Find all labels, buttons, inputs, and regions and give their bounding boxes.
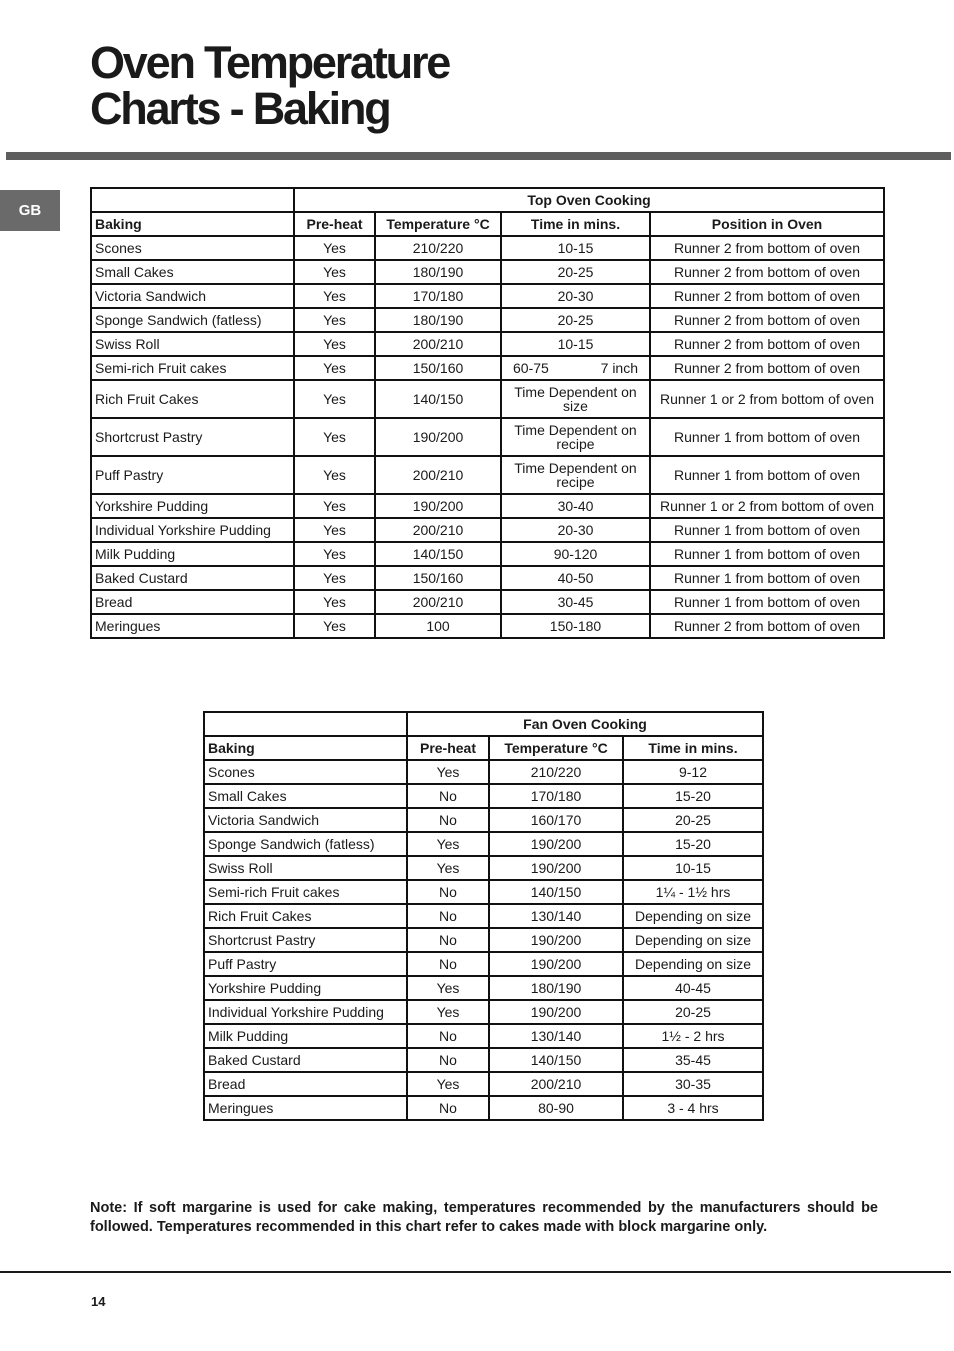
top-oven-cell-temperature: 200/210	[375, 332, 501, 356]
time-range: 60-75	[513, 360, 549, 376]
top-oven-cell-position: Runner 1 from bottom of oven	[650, 456, 884, 494]
top-oven-cell-temperature: 170/180	[375, 284, 501, 308]
fan-oven-cell-preheat: Yes	[407, 760, 489, 784]
table-row	[91, 494, 884, 518]
top-oven-cell-time: Time Dependent on recipe	[501, 418, 650, 456]
top-oven-cell-time: 10-15	[501, 236, 650, 260]
table-row	[204, 880, 763, 904]
top-oven-cell-dish: Baked Custard	[91, 566, 294, 590]
fan-oven-cell-dish: Sponge Sandwich (fatless)	[204, 832, 407, 856]
fan-oven-cell-dish: Baked Custard	[204, 1048, 407, 1072]
top-oven-cell-temperature: 100	[375, 614, 501, 638]
cake-size: 7 inch	[600, 360, 638, 376]
fan-oven-cell-temperature: 190/200	[489, 1000, 623, 1024]
table-row	[91, 590, 884, 614]
fan-oven-cell-time: 20-25	[623, 808, 763, 832]
table-row	[204, 952, 763, 976]
fan-oven-cell-dish: Victoria Sandwich	[204, 808, 407, 832]
fan-oven-cell-dish: Shortcrust Pastry	[204, 928, 407, 952]
top-oven-table	[90, 187, 885, 639]
fan-oven-cell-preheat: Yes	[407, 832, 489, 856]
fan-oven-cell-dish: Individual Yorkshire Pudding	[204, 1000, 407, 1024]
top-oven-cell-preheat: Yes	[294, 380, 375, 418]
top-oven-cell-dish: Yorkshire Pudding	[91, 494, 294, 518]
top-oven-cell-preheat: Yes	[294, 566, 375, 590]
table-row	[204, 856, 763, 880]
fan-oven-cell-temperature: 130/140	[489, 904, 623, 928]
fan-oven-cell-temperature: 180/190	[489, 976, 623, 1000]
fan-oven-column-header-row	[204, 736, 763, 760]
fan-oven-cell-time: 15-20	[623, 784, 763, 808]
fan-oven-cell-preheat: Yes	[407, 1000, 489, 1024]
fan-oven-table	[203, 711, 764, 1121]
fan-oven-cell-preheat: No	[407, 1024, 489, 1048]
fan-oven-group-header: Fan Oven Cooking	[407, 712, 763, 736]
table-row	[91, 542, 884, 566]
fan-oven-cell-time: 30-35	[623, 1072, 763, 1096]
column-header-temperature: Temperature °C	[489, 736, 623, 760]
column-header-time: Time in mins.	[623, 736, 763, 760]
fan-oven-cell-temperature: 190/200	[489, 832, 623, 856]
column-header-position: Position in Oven	[650, 212, 884, 236]
top-oven-cell-temperature: 150/160	[375, 356, 501, 380]
top-oven-cell-dish: Sponge Sandwich (fatless)	[91, 308, 294, 332]
column-header-temperature: Temperature °C	[375, 212, 501, 236]
fan-oven-cell-time: 3 - 4 hrs	[623, 1096, 763, 1120]
page-title-line-2: Charts - Baking	[90, 83, 390, 134]
fan-oven-cell-preheat: No	[407, 880, 489, 904]
top-oven-cell-preheat: Yes	[294, 356, 375, 380]
column-header-preheat: Pre-heat	[294, 212, 375, 236]
top-oven-cell-time: 30-40	[501, 494, 650, 518]
fan-oven-cell-temperature: 200/210	[489, 1072, 623, 1096]
top-oven-cell-position: Runner 2 from bottom of oven	[650, 236, 884, 260]
top-oven-cell-time: 40-50	[501, 566, 650, 590]
fan-oven-cell-temperature: 160/170	[489, 808, 623, 832]
top-oven-group-header-row	[91, 188, 884, 212]
top-oven-cell-position: Runner 2 from bottom of oven	[650, 332, 884, 356]
top-oven-cell-dish: Small Cakes	[91, 260, 294, 284]
top-oven-cell-temperature: 150/160	[375, 566, 501, 590]
fan-oven-cell-preheat: No	[407, 928, 489, 952]
fan-oven-cell-time: 9-12	[623, 760, 763, 784]
table-row	[91, 236, 884, 260]
page-title-line-1: Oven Temperature	[90, 37, 450, 88]
table-row	[91, 456, 884, 494]
column-header-time: Time in mins.	[501, 212, 650, 236]
fan-oven-cell-temperature: 190/200	[489, 856, 623, 880]
table-row	[91, 380, 884, 418]
top-oven-cell-position: Runner 1 from bottom of oven	[650, 566, 884, 590]
column-header-baking: Baking	[91, 212, 294, 236]
page-title	[90, 37, 450, 134]
table-row	[204, 832, 763, 856]
fan-oven-cell-temperature: 140/150	[489, 880, 623, 904]
top-oven-cell-temperature: 190/200	[375, 494, 501, 518]
page-number: 14	[91, 1294, 106, 1309]
fan-oven-cell-temperature: 190/200	[489, 952, 623, 976]
fan-oven-cell-temperature: 140/150	[489, 1048, 623, 1072]
top-oven-cell-dish: Meringues	[91, 614, 294, 638]
top-oven-cell-dish: Milk Pudding	[91, 542, 294, 566]
top-oven-cell-temperature: 140/150	[375, 542, 501, 566]
table-row	[204, 784, 763, 808]
top-oven-cell-preheat: Yes	[294, 332, 375, 356]
fan-oven-cell-time: 10-15	[623, 856, 763, 880]
top-oven-cell-preheat: Yes	[294, 614, 375, 638]
fan-oven-cell-preheat: Yes	[407, 976, 489, 1000]
top-oven-cell-time: 30-45	[501, 590, 650, 614]
top-oven-cell-position: Runner 1 from bottom of oven	[650, 518, 884, 542]
top-oven-cell-preheat: Yes	[294, 418, 375, 456]
fan-oven-cell-dish: Milk Pudding	[204, 1024, 407, 1048]
top-oven-cell-preheat: Yes	[294, 590, 375, 614]
top-oven-cell-position: Runner 1 from bottom of oven	[650, 542, 884, 566]
fan-oven-cell-dish: Swiss Roll	[204, 856, 407, 880]
table-row	[91, 332, 884, 356]
table-row	[204, 976, 763, 1000]
top-oven-cell-preheat: Yes	[294, 284, 375, 308]
top-oven-cell-temperature: 190/200	[375, 418, 501, 456]
language-tab	[0, 190, 60, 231]
top-oven-cell-dish: Shortcrust Pastry	[91, 418, 294, 456]
top-oven-cell-time: 10-15	[501, 332, 650, 356]
top-oven-cell-dish: Victoria Sandwich	[91, 284, 294, 308]
fan-oven-group-header-row	[204, 712, 763, 736]
table-row	[204, 1000, 763, 1024]
top-oven-cell-position: Runner 2 from bottom of oven	[650, 308, 884, 332]
fan-oven-cell-temperature: 170/180	[489, 784, 623, 808]
fan-oven-cell-temperature: 130/140	[489, 1024, 623, 1048]
table-row	[91, 566, 884, 590]
top-oven-cell-temperature: 180/190	[375, 260, 501, 284]
top-oven-group-header: Top Oven Cooking	[294, 188, 884, 212]
table-row	[91, 284, 884, 308]
table-row	[204, 760, 763, 784]
table-row	[91, 308, 884, 332]
top-oven-cell-temperature: 200/210	[375, 456, 501, 494]
fan-oven-cell-preheat: No	[407, 808, 489, 832]
top-oven-cell-time: Time Dependent on size	[501, 380, 650, 418]
fan-oven-cell-preheat: Yes	[407, 856, 489, 880]
table-row	[204, 1048, 763, 1072]
top-oven-cell-preheat: Yes	[294, 456, 375, 494]
fan-oven-cell-preheat: No	[407, 1096, 489, 1120]
language-tab-label: GB	[18, 202, 42, 219]
top-oven-cell-temperature: 200/210	[375, 590, 501, 614]
table-row	[204, 1024, 763, 1048]
fan-oven-cell-time: 35-45	[623, 1048, 763, 1072]
top-oven-cell-dish: Individual Yorkshire Pudding	[91, 518, 294, 542]
table-row	[91, 260, 884, 284]
fan-oven-cell-dish: Puff Pastry	[204, 952, 407, 976]
top-oven-cell-dish: Puff Pastry	[91, 456, 294, 494]
fan-oven-cell-temperature: 80-90	[489, 1096, 623, 1120]
fan-oven-cell-preheat: No	[407, 1048, 489, 1072]
fan-oven-cell-dish: Yorkshire Pudding	[204, 976, 407, 1000]
fan-oven-cell-time: Depending on size	[623, 952, 763, 976]
top-oven-cell-position: Runner 1 from bottom of oven	[650, 590, 884, 614]
fan-oven-cell-dish: Meringues	[204, 1096, 407, 1120]
top-oven-cell-preheat: Yes	[294, 260, 375, 284]
column-header-preheat: Pre-heat	[407, 736, 489, 760]
fan-oven-cell-preheat: No	[407, 952, 489, 976]
fan-oven-cell-time: 40-45	[623, 976, 763, 1000]
fan-oven-cell-time: 1½ - 2 hrs	[623, 1024, 763, 1048]
top-oven-cell-dish: Swiss Roll	[91, 332, 294, 356]
top-oven-cell-preheat: Yes	[294, 518, 375, 542]
blank-header-cell	[91, 188, 294, 212]
table-row	[204, 1072, 763, 1096]
fan-oven-cell-dish: Scones	[204, 760, 407, 784]
top-oven-cell-temperature: 180/190	[375, 308, 501, 332]
margarine-note: Note: If soft margarine is used for cake making, temperatures recommended by the manufacturers should be followed. Temperatures recommended in this chart refer to cakes made with block margarine only.	[90, 1200, 878, 1235]
fan-oven-cell-temperature: 210/220	[489, 760, 623, 784]
table-row	[91, 418, 884, 456]
top-oven-cell-preheat: Yes	[294, 542, 375, 566]
top-oven-cell-dish: Bread	[91, 590, 294, 614]
table-row	[91, 614, 884, 638]
table-row	[91, 356, 884, 380]
top-oven-cell-time: 90-120	[501, 542, 650, 566]
column-header-baking: Baking	[204, 736, 407, 760]
top-oven-cell-time: 20-25	[501, 308, 650, 332]
top-oven-cell-preheat: Yes	[294, 236, 375, 260]
fan-oven-cell-preheat: No	[407, 784, 489, 808]
top-oven-cell-position: Runner 2 from bottom of oven	[650, 260, 884, 284]
top-oven-cell-time: Time Dependent on recipe	[501, 456, 650, 494]
top-oven-cell-time: 20-30	[501, 518, 650, 542]
top-oven-cell-preheat: Yes	[294, 308, 375, 332]
top-oven-cell-dish: Rich Fruit Cakes	[91, 380, 294, 418]
top-oven-cell-temperature: 140/150	[375, 380, 501, 418]
top-oven-cell-preheat: Yes	[294, 494, 375, 518]
top-oven-cell-time	[501, 356, 650, 380]
top-oven-cell-position: Runner 2 from bottom of oven	[650, 284, 884, 308]
fan-oven-cell-preheat: No	[407, 904, 489, 928]
table-row	[91, 518, 884, 542]
fan-oven-cell-dish: Small Cakes	[204, 784, 407, 808]
fan-oven-cell-time: 20-25	[623, 1000, 763, 1024]
top-oven-cell-position: Runner 1 or 2 from bottom of oven	[650, 494, 884, 518]
table-row	[204, 928, 763, 952]
top-oven-cell-position: Runner 1 from bottom of oven	[650, 418, 884, 456]
fan-oven-cell-preheat: Yes	[407, 1072, 489, 1096]
fan-oven-cell-dish: Bread	[204, 1072, 407, 1096]
blank-header-cell	[204, 712, 407, 736]
fan-oven-cell-time: Depending on size	[623, 904, 763, 928]
top-oven-cell-dish: Scones	[91, 236, 294, 260]
header-rule	[6, 152, 951, 160]
fan-oven-cell-time: 1¼ - 1½ hrs	[623, 880, 763, 904]
footer-rule	[0, 1271, 951, 1273]
top-oven-cell-time: 20-30	[501, 284, 650, 308]
fan-oven-cell-time: 15-20	[623, 832, 763, 856]
table-row	[204, 808, 763, 832]
top-oven-cell-position: Runner 2 from bottom of oven	[650, 614, 884, 638]
top-oven-cell-temperature: 200/210	[375, 518, 501, 542]
table-row	[204, 904, 763, 928]
fan-oven-cell-temperature: 190/200	[489, 928, 623, 952]
top-oven-cell-time: 150-180	[501, 614, 650, 638]
top-oven-cell-position: Runner 2 from bottom of oven	[650, 356, 884, 380]
top-oven-cell-position: Runner 1 or 2 from bottom of oven	[650, 380, 884, 418]
fan-oven-cell-dish: Semi-rich Fruit cakes	[204, 880, 407, 904]
fan-oven-cell-time: Depending on size	[623, 928, 763, 952]
top-oven-cell-temperature: 210/220	[375, 236, 501, 260]
top-oven-cell-time: 20-25	[501, 260, 650, 284]
top-oven-column-header-row	[91, 212, 884, 236]
table-row	[204, 1096, 763, 1120]
fan-oven-cell-dish: Rich Fruit Cakes	[204, 904, 407, 928]
top-oven-cell-dish: Semi-rich Fruit cakes	[91, 356, 294, 380]
